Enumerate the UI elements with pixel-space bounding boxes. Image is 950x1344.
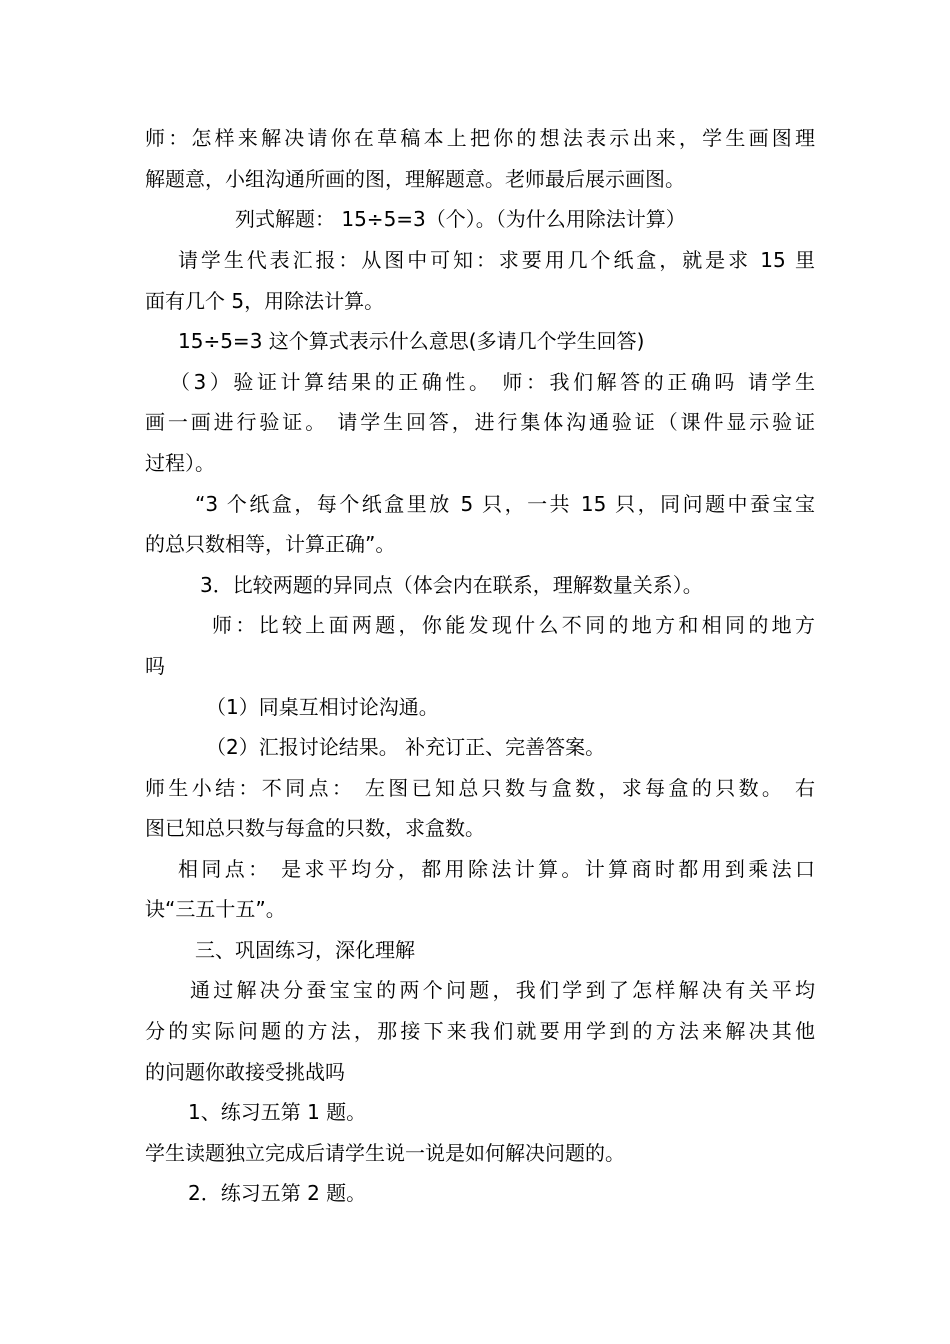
paragraph-line: 分的实际问题的方法，那接下来我们就要用学到的方法来解决其他 — [145, 1019, 815, 1043]
paragraph-line: 的总只数相等，计算正确”。 — [145, 532, 396, 556]
paragraph-line: 面有几个 5，用除法计算。 — [145, 289, 385, 313]
paragraph-line: 师生小结：不同点： 左图已知总只数与盒数，求每盒的只数。 右 — [145, 776, 815, 800]
paragraph-line: （1）同桌互相讨论沟通。 — [206, 695, 439, 719]
paragraph-line: 学生读题独立完成后请学生说一说是如何解决问题的。 — [145, 1141, 625, 1165]
paragraph-line: 1、练习五第 1 题。 — [188, 1100, 367, 1124]
paragraph-line: 请学生代表汇报：从图中可知：求要用几个纸盒，就是求 15 里 — [178, 248, 815, 272]
paragraph-line: 15÷5=3 这个算式表示什么意思(多请几个学生回答) — [178, 329, 645, 353]
paragraph-line: 过程）。 — [145, 451, 215, 475]
paragraph-line: 师：比较上面两题，你能发现什么不同的地方和相同的地方 — [212, 613, 815, 637]
paragraph-line: 吗 — [145, 654, 165, 678]
paragraph-line: 图已知总只数与每盒的只数，求盒数。 — [145, 816, 485, 840]
paragraph-line: 相同点： 是求平均分，都用除法计算。计算商时都用到乘法口 — [178, 857, 815, 881]
paragraph-line: 的问题你敢接受挑战吗 — [145, 1060, 345, 1084]
paragraph-line: 诀“三五十五”。 — [145, 897, 286, 921]
paragraph-line: 通过解决分蚕宝宝的两个问题，我们学到了怎样解决有关平均 — [190, 978, 815, 1002]
paragraph-line: 2．练习五第 2 题。 — [188, 1181, 367, 1205]
paragraph-line: “3 个纸盒，每个纸盒里放 5 只，一共 15 只，同问题中蚕宝宝 — [195, 492, 815, 516]
paragraph-line: （2）汇报讨论结果。 补充订正、完善答案。 — [206, 735, 606, 759]
paragraph-line: 师：怎样来解决请你在草稿本上把你的想法表示出来，学生画图理 — [145, 126, 815, 150]
paragraph-line: 解题意，小组沟通所画的图，理解题意。老师最后展示画图。 — [145, 167, 685, 191]
section-heading: 三、巩固练习，深化理解 — [195, 938, 415, 962]
paragraph-line: 画一画进行验证。 请学生回答，进行集体沟通验证（课件显示验证 — [145, 410, 815, 434]
paragraph-line: （3）验证计算结果的正确性。 师：我们解答的正确吗 请学生 — [170, 370, 815, 394]
paragraph-line: 列式解题： 15÷5=3（个）。（为什么用除法计算） — [235, 207, 686, 231]
paragraph-line: 3．比较两题的异同点（体会内在联系，理解数量关系）。 — [200, 573, 703, 597]
